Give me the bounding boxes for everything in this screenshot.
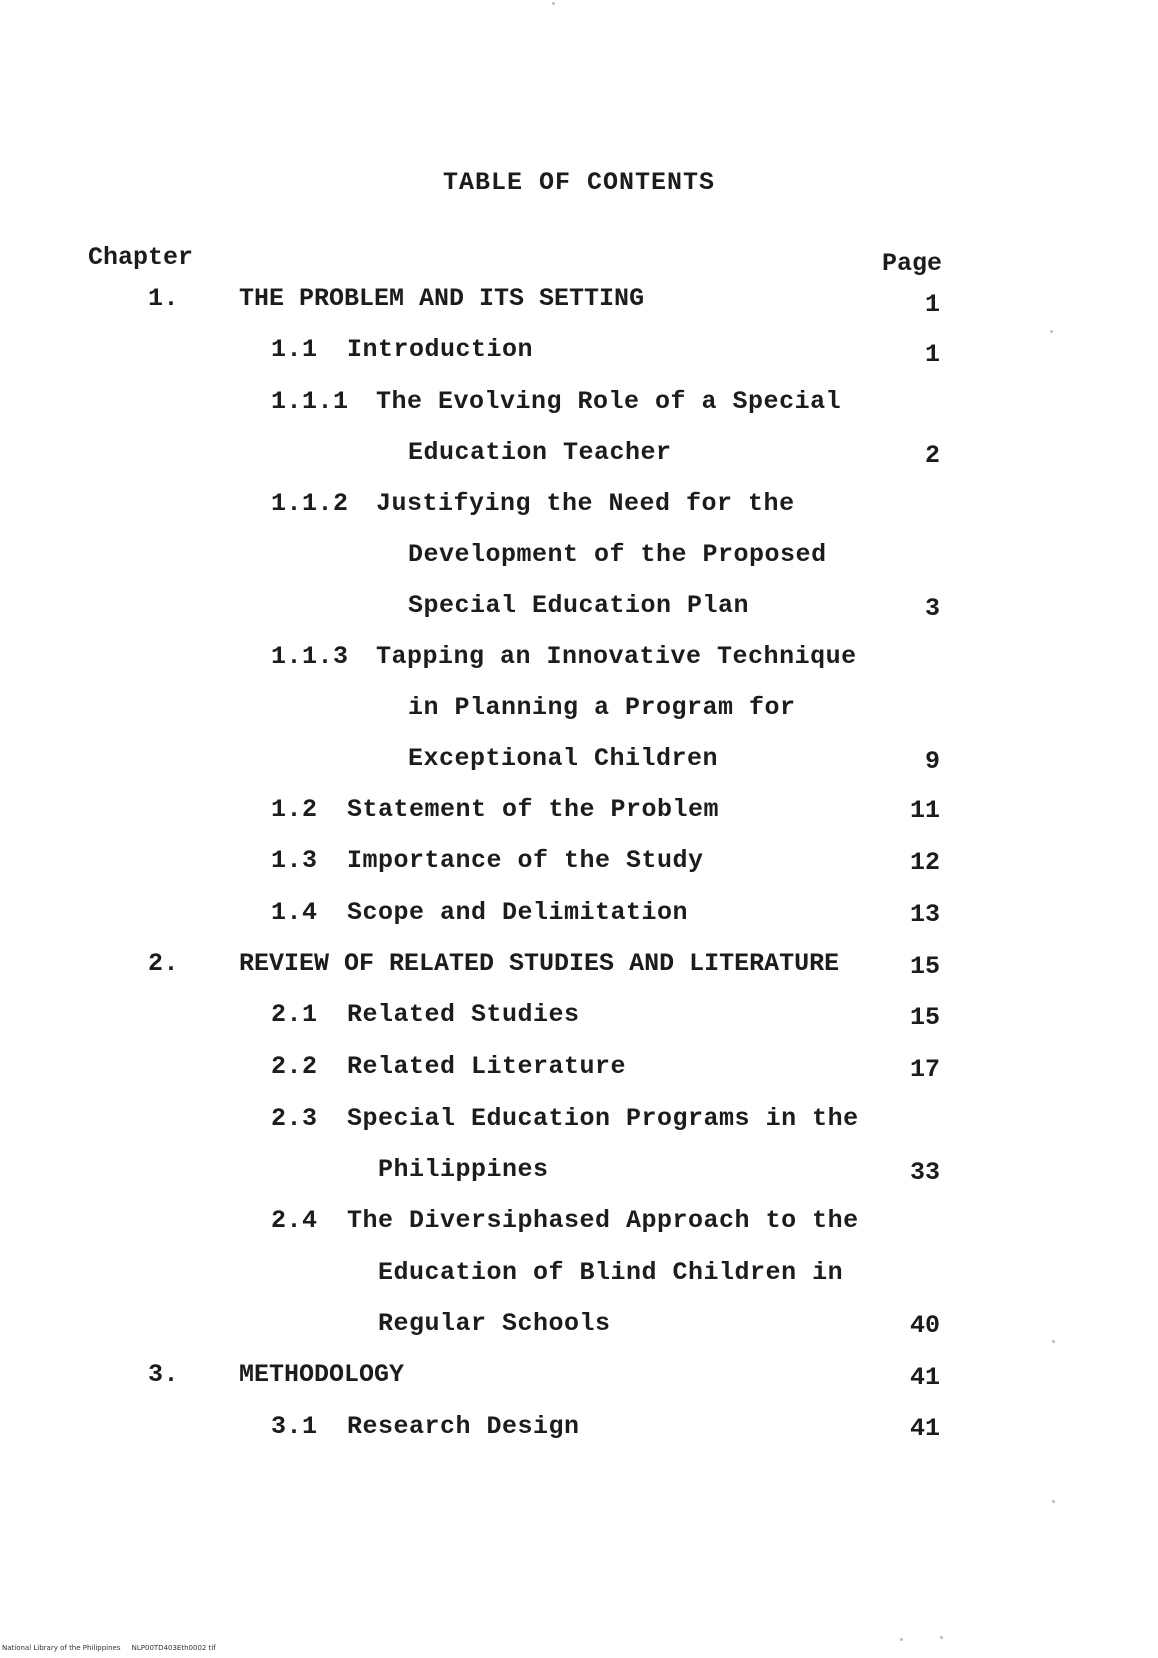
section-1-1-title: Introduction: [347, 335, 534, 364]
section-2-4-page: 40: [909, 1311, 940, 1340]
section-3-1-title: Research Design: [347, 1412, 580, 1441]
section-1-3-page: 12: [909, 848, 940, 877]
section-1-1-3-page: 9: [924, 747, 940, 776]
page-column-header: Page: [881, 249, 942, 278]
chapter-3-number: 3.: [148, 1360, 180, 1389]
section-2-4-title-continued-2: Regular Schools: [378, 1309, 611, 1338]
section-1-1-2-page: 3: [924, 594, 940, 623]
scan-speck: [1052, 1340, 1055, 1343]
scan-speck: [1050, 330, 1053, 333]
section-2-2-page: 17: [909, 1055, 940, 1084]
section-1-1-3-title-continued-1: in Planning a Program for: [408, 693, 796, 722]
scan-speck: [1052, 1500, 1055, 1503]
section-2-1-number: 2.1: [271, 1000, 318, 1029]
section-1-2-page: 11: [909, 796, 940, 825]
section-1-1-page: 1: [924, 340, 940, 369]
section-3-1-number: 3.1: [271, 1412, 318, 1441]
section-2-3-number: 2.3: [271, 1104, 318, 1133]
chapter-column-header: Chapter: [88, 243, 194, 272]
section-1-4-title: Scope and Delimitation: [347, 898, 689, 927]
section-2-3-page: 33: [909, 1158, 940, 1187]
section-2-1-page: 15: [909, 1003, 940, 1032]
section-2-3-title: Special Education Programs in the: [347, 1104, 859, 1133]
section-1-3-title: Importance of the Study: [347, 846, 704, 875]
chapter-3-title: METHODOLOGY: [239, 1360, 405, 1389]
section-2-4-title-continued-1: Education of Blind Children in: [378, 1258, 844, 1287]
section-1-1-2-title: Justifying the Need for the: [376, 489, 795, 518]
section-1-1-1-page: 2: [924, 441, 940, 470]
section-1-4-page: 13: [909, 900, 940, 929]
chapter-2-number: 2.: [148, 949, 180, 978]
scan-speck: [940, 1636, 943, 1639]
section-2-2-number: 2.2: [271, 1052, 318, 1081]
section-1-1-1-title-continued: Education Teacher: [408, 438, 672, 467]
scan-speck: [900, 1638, 903, 1641]
section-1-1-3-title: Tapping an Innovative Technique: [376, 642, 857, 671]
chapter-1-title: THE PROBLEM AND ITS SETTING: [239, 284, 645, 313]
section-2-4-number: 2.4: [271, 1206, 318, 1235]
section-2-2-title: Related Literature: [347, 1052, 627, 1081]
section-2-1-title: Related Studies: [347, 1000, 580, 1029]
section-1-1-3-title-continued-2: Exceptional Children: [408, 744, 719, 773]
section-1-2-number: 1.2: [271, 795, 318, 824]
scan-speck: [552, 2, 555, 5]
section-2-3-title-continued: Philippines: [378, 1155, 549, 1184]
section-2-4-title: The Diversiphased Approach to the: [347, 1206, 859, 1235]
section-1-1-1-title: The Evolving Role of a Special: [376, 387, 842, 416]
section-1-1-2-number: 1.1.2: [271, 489, 349, 518]
section-1-2-title: Statement of the Problem: [347, 795, 720, 824]
footer-file: NLP00TD403Eth0002 tif: [131, 1644, 216, 1652]
page-title: TABLE OF CONTENTS: [442, 168, 716, 197]
section-1-1-2-title-continued-1: Development of the Proposed: [408, 540, 827, 569]
section-1-1-1-number: 1.1.1: [271, 387, 349, 416]
chapter-2-page: 15: [909, 952, 940, 981]
section-1-4-number: 1.4: [271, 898, 318, 927]
chapter-2-title: REVIEW OF RELATED STUDIES AND LITERATURE: [239, 949, 840, 978]
section-1-3-number: 1.3: [271, 846, 318, 875]
scan-footer: [2, 1644, 216, 1652]
section-1-1-2-title-continued-2: Special Education Plan: [408, 591, 750, 620]
chapter-1-page: 1: [924, 290, 940, 319]
footer-library: National Library of the Philippines: [2, 1644, 121, 1652]
section-1-1-number: 1.1: [271, 335, 318, 364]
section-1-1-3-number: 1.1.3: [271, 642, 349, 671]
chapter-1-number: 1.: [148, 284, 180, 313]
section-3-1-page: 41: [909, 1414, 940, 1443]
chapter-3-page: 41: [909, 1363, 940, 1392]
